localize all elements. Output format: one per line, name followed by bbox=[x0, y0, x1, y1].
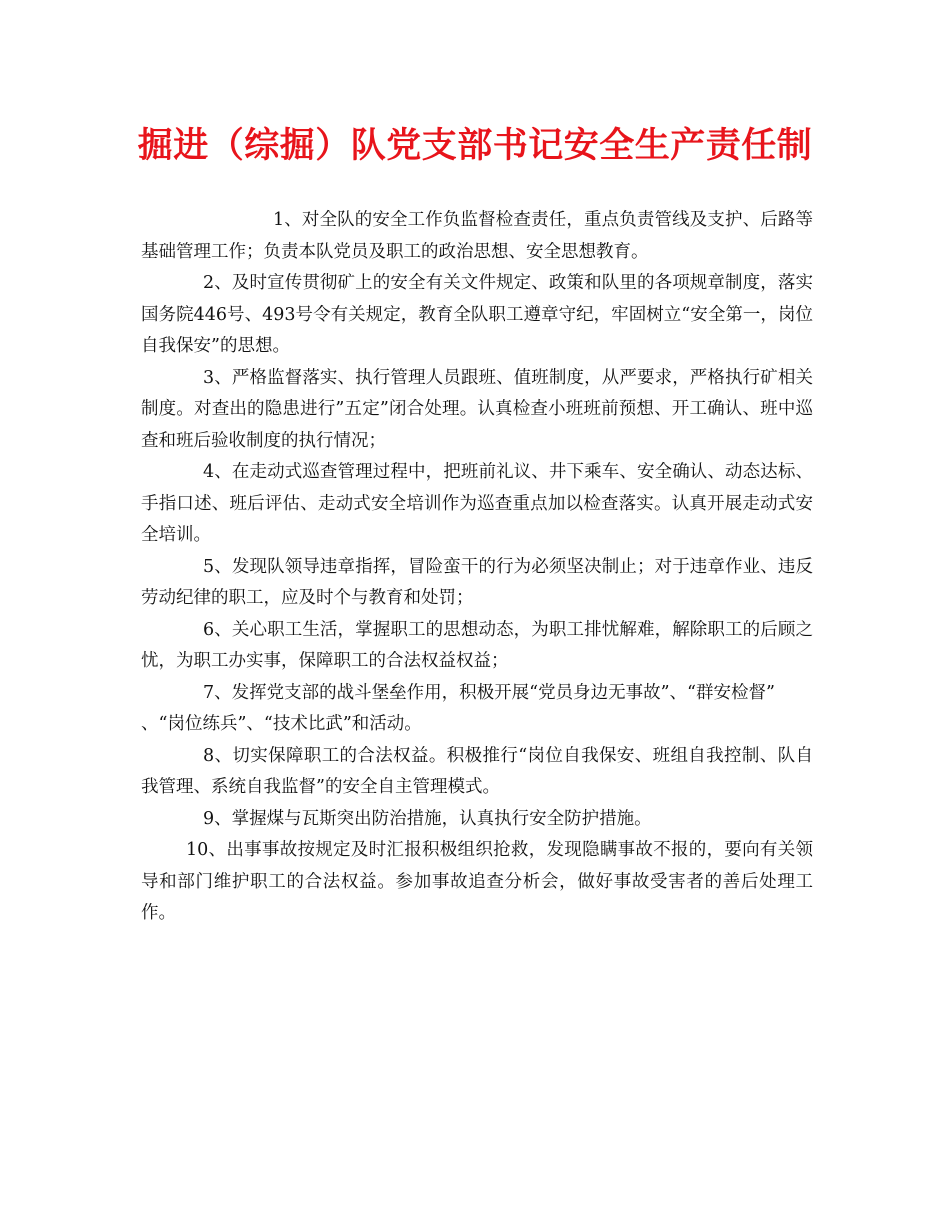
paragraph-7: 7、发挥党支部的战斗堡垒作用，积极开展“党员身边无事故”、“群安检督” bbox=[203, 682, 775, 703]
paragraph-7-continued: 、“岗位练兵”、“技术比武”和活动。 bbox=[141, 714, 422, 734]
paragraph-3: 3、严格监督落实、执行管理人员跟班、值班制度，从严要求，严格执行矿相关制度。对查出的隐患进行”五定”闭合处理。认真检查小班班前预想、开工确认、班中巡查和班后验收制度的执行情况； bbox=[141, 367, 813, 451]
paragraph-10: 10、出事事故按规定及时汇报积极组织抢救，发现隐瞒事故不报的，要向有关领导和部门维护职工的合法权益。参加事故追查分析会，做好事故受害者的善后处理工作。 bbox=[141, 840, 813, 923]
paragraph-5: 5、发现队领导违章指挥，冒险蛮干的行为必须坚决制止；对于违章作业、违反劳动纪律的职工，应及时个与教育和处罚； bbox=[141, 556, 813, 608]
document-body bbox=[141, 205, 813, 930]
paragraph-8: 8、切实保障职工的合法权益。积极推行“岗位自我保安、班组自我控制、队自我管理、系统自我监督”的安全自主管理模式。 bbox=[141, 745, 813, 797]
paragraph-1: 1、对全队的安全工作负监督检查责任，重点负责管线及支护、后路等基础管理工作；负责本队党员及职工的政治思想、安全思想教育。 bbox=[141, 210, 813, 262]
paragraph-2: 2、及时宣传贯彻矿上的安全有关文件规定、政策和队里的各项规章制度，落实国务院446号、493号令有关规定，教育全队职工遵章守纪，牢固树立“安全第一，岗位自我保安”的思想。 bbox=[141, 273, 813, 356]
document-title: 掘进（综掘）队党支部书记安全生产责任制 bbox=[137, 126, 813, 166]
paragraph-6: 6、关心职工生活，掌握职工的思想动态，为职工排忧解难，解除职工的后顾之忧，为职工办实事，保障职工的合法权益权益； bbox=[141, 619, 813, 671]
paragraph-4: 4、在走动式巡查管理过程中，把班前礼议、井下乘车、安全确认、动态达标、手指口述、班后评估、走动式安全培训作为巡查重点加以检查落实。认真开展走动式安全培训。 bbox=[141, 462, 813, 545]
paragraph-9: 9、掌握煤与瓦斯突出防治措施，认真执行安全防护措施。 bbox=[203, 808, 652, 829]
